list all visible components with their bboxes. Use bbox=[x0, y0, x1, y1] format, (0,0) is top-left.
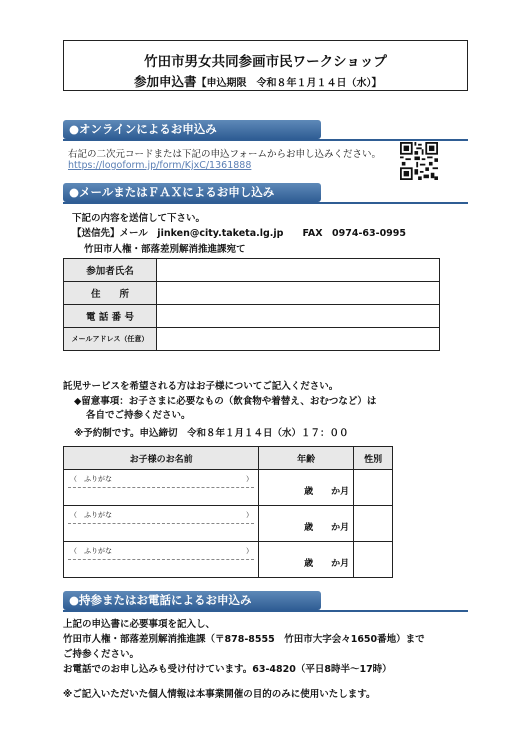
form-title: 竹田市男女共同参画市民ワークショップ bbox=[144, 54, 387, 70]
bring-instruction: 上記の申込書に必要事項を記入し、 bbox=[63, 619, 216, 630]
form-subtitle: 参加申込書 bbox=[134, 74, 197, 89]
dashed-divider bbox=[68, 559, 254, 560]
online-section-heading: ●オンラインによるお申込み bbox=[63, 120, 321, 139]
reservation-deadline: ※予約制です。申込締切 令和８年１月１４日（水）１７：００ bbox=[74, 428, 349, 439]
child-info-table bbox=[63, 446, 393, 578]
child-sex-field[interactable] bbox=[354, 542, 393, 578]
address-field[interactable] bbox=[157, 282, 440, 305]
form-subtitle-line bbox=[134, 72, 382, 90]
child-table-header bbox=[64, 447, 393, 470]
applicant-form-table bbox=[63, 258, 440, 351]
form-row bbox=[64, 328, 440, 351]
child-name-field[interactable] bbox=[64, 542, 259, 578]
title-box bbox=[63, 40, 468, 91]
age-units: 歳 か月 bbox=[304, 523, 350, 533]
childcare-note: ◆留意事項：お子さまに必要なもの（飲食物や着替え、おむつなど）は bbox=[74, 396, 377, 407]
mailfax-section-heading: ●メールまたはＦＡＸによるお申し込み bbox=[63, 183, 321, 202]
phone-field[interactable] bbox=[157, 305, 440, 328]
bring-address: 竹田市人権・部落差別解消推進課（〒878-8555 竹田市大字会々1650番地）まで bbox=[63, 634, 425, 645]
child-name-field[interactable] bbox=[64, 470, 259, 506]
participant-name-field[interactable] bbox=[157, 259, 440, 282]
child-sex-field[interactable] bbox=[354, 506, 393, 542]
childcare-note: 各自でご持参ください。 bbox=[86, 410, 191, 421]
dashed-divider bbox=[68, 523, 254, 524]
child-row bbox=[64, 470, 393, 506]
privacy-note: ※ご記入いただいた個人情報は本事業開催の目的のみに使用いたします。 bbox=[63, 689, 376, 700]
childcare-intro: 託児サービスを希望される方はお子様についてご記入ください。 bbox=[63, 381, 339, 392]
form-row bbox=[64, 259, 440, 282]
furigana-close: ） bbox=[246, 547, 253, 555]
furigana-close: ） bbox=[246, 511, 253, 519]
phone-application-note: お電話でのお申し込みも受け付けています。63-4820（平日8時半～17時） bbox=[63, 664, 392, 675]
email-field[interactable] bbox=[157, 328, 440, 351]
child-name-field[interactable] bbox=[64, 506, 259, 542]
dashed-divider bbox=[68, 487, 254, 488]
col-age: 年齢 bbox=[259, 447, 354, 470]
furigana-label: （ ふりがな bbox=[70, 475, 112, 483]
bring-instruction-cont: ご持参ください。 bbox=[63, 649, 140, 660]
furigana-label: （ ふりがな bbox=[70, 511, 112, 519]
form-url-link[interactable]: https://logoform.jp/form/KjxC/1361888 bbox=[68, 160, 252, 171]
col-sex: 性別 bbox=[354, 447, 393, 470]
send-destination: 【送信先】メール jinken@city.taketa.lg.jp FAX 0974-63-0995 bbox=[72, 228, 407, 239]
section-divider bbox=[63, 202, 468, 204]
send-addressee: 竹田市人権・部落差別解消推進課宛て bbox=[84, 244, 246, 255]
deadline-text: 【申込期限 令和８年１月１４日（水）】 bbox=[196, 78, 382, 89]
child-row bbox=[64, 542, 393, 578]
section-divider bbox=[63, 610, 468, 612]
bring-section-heading: ●持参またはお電話によるお申込み bbox=[63, 591, 321, 610]
form-label: メールアドレス（任意） bbox=[64, 328, 157, 351]
send-instruction: 下記の内容を送信して下さい。 bbox=[72, 213, 206, 224]
form-label: 電 話 番 号 bbox=[64, 305, 157, 328]
child-row bbox=[64, 506, 393, 542]
child-age-field[interactable] bbox=[259, 542, 354, 578]
col-child-name: お子様のお名前 bbox=[64, 447, 259, 470]
form-label: 住 所 bbox=[64, 282, 157, 305]
form-row bbox=[64, 305, 440, 328]
qr-code-icon[interactable] bbox=[400, 142, 438, 180]
age-units: 歳 か月 bbox=[304, 487, 350, 497]
child-age-field[interactable] bbox=[259, 470, 354, 506]
furigana-label: （ ふりがな bbox=[70, 547, 112, 555]
section-divider bbox=[63, 139, 468, 141]
online-description: 右記の二次元コードまたは下記の申込フォームからお申し込みください。 bbox=[68, 149, 382, 160]
form-row bbox=[64, 282, 440, 305]
age-units: 歳 か月 bbox=[304, 559, 350, 569]
furigana-close: ） bbox=[246, 475, 253, 483]
form-label: 参加者氏名 bbox=[64, 259, 157, 282]
child-sex-field[interactable] bbox=[354, 470, 393, 506]
child-age-field[interactable] bbox=[259, 506, 354, 542]
